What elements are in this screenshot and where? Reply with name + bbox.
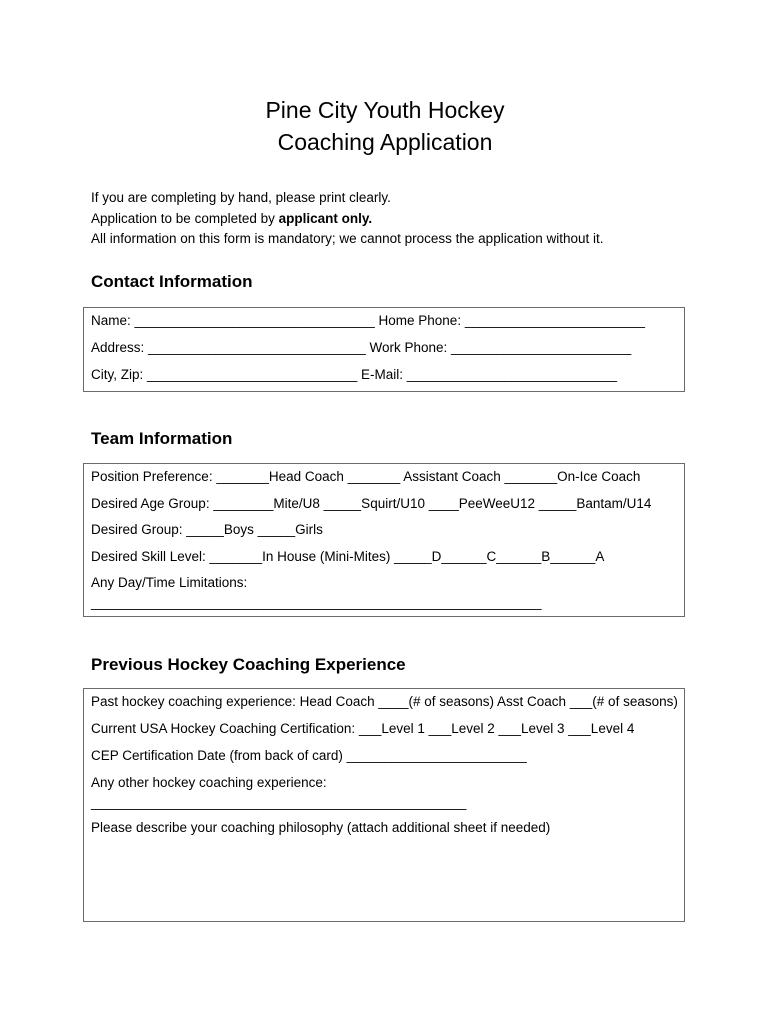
contact-line-address[interactable]: Address: _____________________________ Work Phone: ________________________ — [91, 340, 632, 355]
intro-line-3: All information on this form is mandatory; we cannot process the application without it. — [91, 231, 604, 246]
page-title — [0, 94, 770, 158]
experience-line-philosophy[interactable]: Please describe your coaching philosophy (attach additional sheet if needed) — [91, 820, 551, 835]
experience-line-other-field[interactable]: __________________________________________________ — [91, 795, 467, 810]
contact-heading: Contact Information — [91, 272, 253, 291]
team-line-age-group[interactable]: Desired Age Group: ________Mite/U8 _____Squirt/U10 ____PeeWeeU12 _____Bantam/U14 — [91, 496, 652, 511]
team-line-group[interactable]: Desired Group: _____Boys _____Girls — [91, 522, 323, 537]
intro-text — [91, 188, 604, 250]
title-line-1: Pine City Youth Hockey — [265, 97, 505, 123]
experience-line-past[interactable]: Past hockey coaching experience: Head Coach ____(# of seasons) Asst Coach ___(# of seasons) — [91, 694, 678, 709]
intro-line-1: If you are completing by hand, please print clearly. — [91, 190, 391, 205]
contact-line-name[interactable]: Name: ________________________________ Home Phone: ________________________ — [91, 313, 646, 328]
intro-line-2-text: Application to be completed by — [91, 210, 279, 226]
team-line-skill[interactable]: Desired Skill Level: _______In House (Mini-Mites) _____D______C______B______A — [91, 549, 605, 564]
intro-line-2-bold: applicant only. — [278, 210, 373, 226]
team-line-position[interactable]: Position Preference: _______Head Coach _______ Assistant Coach _______On-Ice Coach — [91, 469, 641, 484]
experience-box — [83, 688, 685, 922]
team-line-limitations-label: Any Day/Time Limitations: — [91, 575, 248, 590]
experience-line-other-label: Any other hockey coaching experience: — [91, 775, 327, 790]
contact-box — [83, 307, 685, 392]
contact-line-city[interactable]: City, Zip: ____________________________ E-Mail: ____________________________ — [91, 367, 617, 382]
experience-heading: Previous Hockey Coaching Experience — [91, 655, 406, 674]
experience-line-certification[interactable]: Current USA Hockey Coaching Certification: ___Level 1 ___Level 2 ___Level 3 ___Level 4 — [91, 721, 635, 736]
intro-line-2 — [91, 209, 604, 230]
title-line-2: Coaching Application — [277, 129, 493, 155]
experience-line-cep-date[interactable]: CEP Certification Date (from back of card) ________________________ — [91, 748, 527, 763]
team-line-limitations-field[interactable]: ____________________________________________________________ — [91, 595, 542, 610]
team-box — [83, 463, 685, 617]
team-heading: Team Information — [91, 429, 233, 448]
